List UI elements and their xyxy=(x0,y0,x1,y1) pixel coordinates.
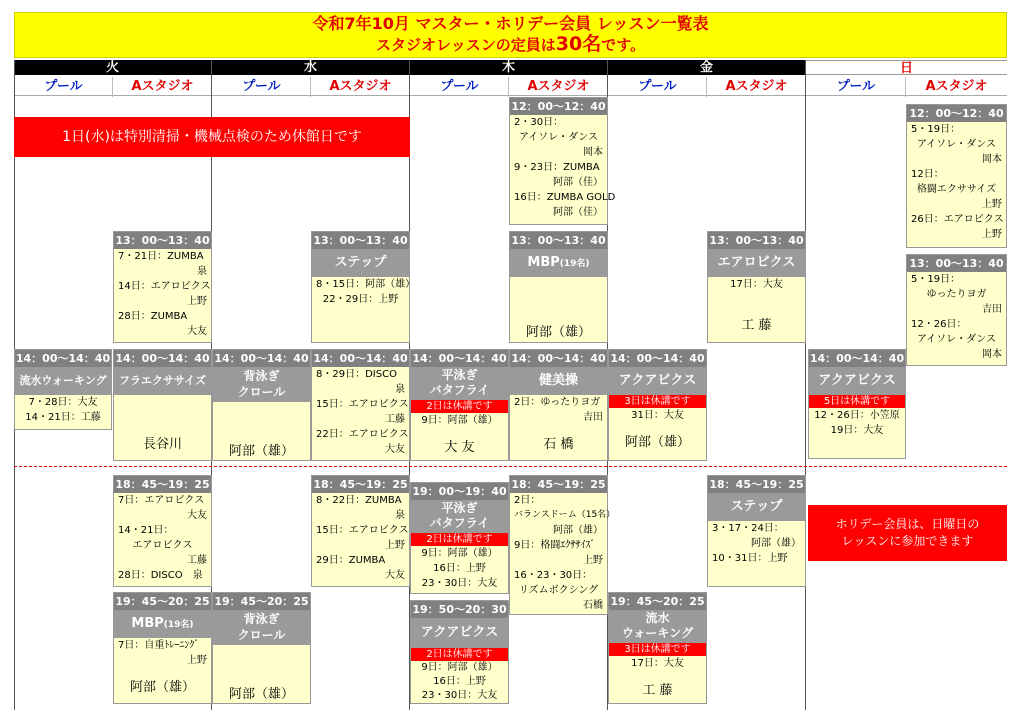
lesson-time: 14：00～14：40 xyxy=(412,352,507,365)
lesson-time: 18：45～19：25 xyxy=(511,478,606,491)
lesson-name-text: MBP xyxy=(527,255,560,270)
instructor: 工藤 xyxy=(385,414,405,425)
lesson-time: 18：45～19：25 xyxy=(709,478,804,491)
lesson-wed-studio-1300[interactable] xyxy=(311,231,416,343)
grid-line xyxy=(508,77,509,97)
lesson-line: 7・21日：ZUMBA xyxy=(118,251,204,262)
lesson-line: 14・21日：工藤 xyxy=(25,412,101,423)
lesson-name: 健美操 xyxy=(510,367,607,395)
instructor: 工 藤 xyxy=(741,318,772,333)
lesson-line: 14・21日： xyxy=(118,525,174,536)
lesson-tue-studio-1945[interactable] xyxy=(113,592,212,704)
lesson-line: 12日： xyxy=(911,169,944,180)
evening-separator xyxy=(14,466,1007,467)
lesson-line: 22日：エアロビクス xyxy=(316,429,409,440)
instructor: 岡本 xyxy=(982,154,1002,165)
lesson-line: 16日：上野 xyxy=(433,676,486,687)
instructor: 阿部（雄） xyxy=(624,435,690,450)
lesson-line: 8・29日：DISCO xyxy=(316,369,397,380)
lesson-time: 19：45～20：25 xyxy=(610,595,705,608)
lesson-fri-studio-1845[interactable] xyxy=(707,475,806,587)
lesson-line: 9日：阿部（雄） xyxy=(421,662,498,673)
schedule-title xyxy=(14,12,1007,58)
lesson-time: 18：45～19：25 xyxy=(313,478,408,491)
lesson-line: 17日：大友 xyxy=(631,658,684,669)
lesson-line: 16・23・30日： xyxy=(514,570,593,581)
day-header-fri: 金 xyxy=(608,60,805,75)
instructor: 吉田 xyxy=(583,412,603,423)
lesson-name: ステップ xyxy=(708,493,805,521)
lesson-fri-pool-1945[interactable] xyxy=(608,592,707,704)
lesson-tue-studio-1400[interactable] xyxy=(113,349,212,461)
lesson-name-text: MBP xyxy=(131,616,164,631)
instructor: 岡本 xyxy=(982,349,1002,360)
lesson-line: 10・31日：上野 xyxy=(712,553,788,564)
instructor: 石橋 xyxy=(583,600,603,611)
lesson-time: 13：00～13：40 xyxy=(907,255,1006,272)
lesson-line: アイソレ・ダンス xyxy=(917,334,996,345)
instructor: 大 友 xyxy=(444,440,475,455)
lesson-time: 14：00～14：40 xyxy=(115,352,210,365)
grid-line xyxy=(112,77,113,97)
lesson-wed-pool-1945[interactable] xyxy=(212,592,311,704)
instructor: 上野 xyxy=(385,540,405,551)
instructor: 阿部（雄） xyxy=(751,538,801,549)
lesson-name xyxy=(510,249,607,277)
title-line-2-pre: スタジオレッスンの定員は xyxy=(375,36,556,54)
cancel-notice: 5日は休講です xyxy=(809,395,905,408)
lesson-line: 9日：格闘ｴｸｻｻｲｽﾞ xyxy=(514,540,596,551)
lesson-line: 15日：エアロビクス xyxy=(316,399,409,410)
lesson-line: 5・19日： xyxy=(911,124,961,135)
lesson-line: 29日：ZUMBA xyxy=(316,555,386,566)
lesson-time: 13：00～13：40 xyxy=(709,234,804,247)
lesson-time: 14：00～14：40 xyxy=(214,352,309,365)
instructor: 岡本 xyxy=(583,147,603,158)
capacity-number: 30名 xyxy=(555,33,602,55)
lesson-time: 19：50～20：30 xyxy=(412,603,507,616)
lesson-time: 12：00～12：40 xyxy=(907,105,1006,122)
lesson-line: 26日：エアロビクス xyxy=(911,214,1004,225)
lesson-line: 8・15日：阿部（雄） xyxy=(316,279,416,290)
lesson-line: 23・30日：大友 xyxy=(421,690,498,701)
day-header-sun: 日 xyxy=(806,60,1007,75)
grid-line xyxy=(706,77,707,97)
lesson-time: 13：00～13：40 xyxy=(313,234,408,247)
lesson-wed-studio-1845[interactable] xyxy=(311,475,410,587)
lesson-name: アクアビクス xyxy=(809,367,905,395)
lesson-line: 2日： xyxy=(514,495,541,506)
lesson-line: 8・22日：ZUMBA xyxy=(316,495,402,506)
lesson-line: 19日：大友 xyxy=(830,425,884,436)
lesson-name: フラエクササイズ xyxy=(114,367,211,395)
lesson-thu-pool-1950[interactable] xyxy=(410,600,509,704)
lesson-sun-pool-1400[interactable] xyxy=(808,349,906,459)
lesson-line: 12・26日： xyxy=(911,319,967,330)
lesson-thu-pool-1900[interactable] xyxy=(410,482,509,594)
lesson-line: 9日：阿部（雄） xyxy=(421,415,498,426)
lesson-name: エアロビクス xyxy=(708,249,805,277)
instructor: 泉 xyxy=(395,384,405,395)
instructor: 阿部（雄） xyxy=(228,687,294,702)
lesson-line: 23・30日：大友 xyxy=(421,578,498,589)
title-line-1: 令和7年10月 マスター・ホリデー会員 レッスン一覧表 xyxy=(312,14,709,33)
instructor: 大友 xyxy=(385,444,405,455)
cancel-notice: 3日は休講です xyxy=(609,395,706,408)
instructor: 阿部（雄） xyxy=(525,325,591,340)
col-studio-fri: Aスタジオ xyxy=(707,77,806,96)
lesson-thu-studio-1845[interactable] xyxy=(509,475,616,615)
lesson-name xyxy=(114,610,211,638)
lesson-line: 2日：ゆったりヨガ xyxy=(514,397,601,408)
instructor: 阿部（雄） xyxy=(129,680,195,695)
grid-line xyxy=(905,77,906,97)
instructor: 石 橋 xyxy=(543,437,574,452)
col-pool-wed: プール xyxy=(212,77,311,96)
lesson-time: 19：45～20：25 xyxy=(214,595,309,608)
col-studio-sun: Aスタジオ xyxy=(906,77,1007,96)
col-pool-fri: プール xyxy=(608,77,707,96)
lesson-line: リズムボクシング xyxy=(518,585,599,596)
lesson-line: 16日：上野 xyxy=(433,563,486,574)
instructor: 泉 xyxy=(395,510,405,521)
col-pool-thu: プール xyxy=(410,77,509,96)
col-pool-sun: プール xyxy=(806,77,906,96)
cancel-notice: 2日は休講です xyxy=(411,533,508,546)
instructor: 泉 xyxy=(197,266,207,277)
lesson-name: ステップ xyxy=(312,249,409,277)
lesson-sun-studio-1300[interactable] xyxy=(906,254,1007,366)
lesson-line: 31日：大友 xyxy=(631,410,684,421)
instructor: 上野 xyxy=(583,555,603,566)
instructor: 工 藤 xyxy=(642,683,673,698)
lesson-line: 16日：ZUMBA GOLD xyxy=(514,192,616,203)
lesson-name: 背泳ぎ クロール xyxy=(213,610,310,645)
lesson-tue-pool-1400[interactable] xyxy=(14,349,112,430)
lesson-line: 17日：大友 xyxy=(730,279,783,290)
lesson-line: 5・19日： xyxy=(911,274,961,285)
instructor: 上野 xyxy=(187,296,207,307)
lesson-name: 流水 ウォーキング xyxy=(609,610,706,643)
lesson-time: 14：00～14：40 xyxy=(809,352,905,365)
lesson-line: 14日：エアロビクス xyxy=(118,281,211,292)
lesson-time: 18：45～19：25 xyxy=(115,478,210,491)
lesson-line: アイソレ・ダンス xyxy=(519,132,598,143)
closed-day-notice: 1日(水)は特別清掃・機械点検のため休館日です xyxy=(14,117,410,157)
lesson-line: エアロビクス xyxy=(132,540,193,551)
lesson-time: 12：00～12：40 xyxy=(511,100,606,113)
lesson-name: 平泳ぎ バタフライ xyxy=(411,367,508,400)
lesson-fri-pool-1400[interactable] xyxy=(608,349,707,461)
instructor: 阿部（佳） xyxy=(553,177,603,188)
lesson-time: 14：00～14：40 xyxy=(511,352,606,365)
lesson-fri-studio-1300[interactable] xyxy=(707,231,806,343)
lesson-name: アクアビクス xyxy=(609,367,706,395)
lesson-name: 平泳ぎ バタフライ xyxy=(411,500,508,533)
grid-line xyxy=(805,60,806,710)
lesson-line: 3・17・24日： xyxy=(712,523,784,534)
instructor: 吉田 xyxy=(982,304,1002,315)
cancel-notice: 3日は休講です xyxy=(609,643,706,656)
instructor: 工藤 xyxy=(187,555,207,566)
lesson-time: 14：00～14：40 xyxy=(313,352,408,365)
col-pool-tue: プール xyxy=(14,77,113,96)
lesson-line: 28日：DISCO 泉 xyxy=(118,570,203,581)
instructor: 上野 xyxy=(982,199,1002,210)
lesson-time: 19：00～19：40 xyxy=(412,485,507,498)
holiday-member-notice: ホリデー会員は、日曜日の レッスンに参加できます xyxy=(808,505,1007,561)
grid-line xyxy=(310,77,311,97)
instructor: 上野 xyxy=(982,229,1002,240)
lesson-line: 7日：自重ﾄﾚｰﾆﾝｸﾞ xyxy=(118,640,200,651)
title-line-2-post: です。 xyxy=(601,36,646,54)
lesson-time: 13：00～13：40 xyxy=(511,234,606,247)
lesson-time: 14：00～14：40 xyxy=(610,352,705,365)
lesson-line: 9日：阿部（雄） xyxy=(421,548,498,559)
day-header-tue: 火 xyxy=(14,60,211,75)
col-studio-thu: Aスタジオ xyxy=(509,77,608,96)
instructor: 大友 xyxy=(187,326,207,337)
lesson-time: 13：00～13：40 xyxy=(115,234,210,247)
lesson-name: 背泳ぎ クロール xyxy=(213,367,310,402)
instructor: 阿部（佳） xyxy=(553,207,603,218)
cancel-notice: 2日は休講です xyxy=(411,400,508,413)
capacity-note: (19名) xyxy=(163,620,194,630)
lesson-wed-pool-1400[interactable] xyxy=(212,349,311,461)
capacity-note: (19名) xyxy=(559,259,590,269)
lesson-name: アクアビクス xyxy=(411,618,508,648)
lesson-line: 9・23日：ZUMBA xyxy=(514,162,600,173)
day-header-thu: 木 xyxy=(410,60,607,75)
lesson-time: 14：00～14：40 xyxy=(15,352,111,365)
lesson-thu-studio-1400[interactable] xyxy=(509,349,608,461)
lesson-line: 格闘エクササイズ xyxy=(916,184,997,195)
lesson-wed-studio-1400[interactable] xyxy=(311,349,410,461)
lesson-tue-studio-1300[interactable] xyxy=(113,231,212,343)
lesson-sun-studio-1200[interactable] xyxy=(906,104,1007,248)
col-studio-tue: Aスタジオ xyxy=(113,77,212,96)
lesson-time: 19：45～20：25 xyxy=(115,595,210,608)
lesson-tue-studio-1845[interactable] xyxy=(113,475,212,587)
lesson-line: 22・29日：上野 xyxy=(322,294,399,305)
lesson-line: バランスドーム（15名） xyxy=(514,510,616,520)
cancel-notice: 2日は休講です xyxy=(411,648,508,661)
lesson-thu-studio-1300[interactable] xyxy=(509,231,608,343)
lesson-thu-studio-1200[interactable] xyxy=(509,97,616,225)
instructor: 長谷川 xyxy=(142,437,182,452)
col-studio-wed: Aスタジオ xyxy=(311,77,410,96)
instructor: 阿部（雄） xyxy=(553,525,603,536)
lesson-line: アイソレ・ダンス xyxy=(917,139,996,150)
lesson-line: 15日：エアロビクス xyxy=(316,525,409,536)
instructor: 上野 xyxy=(187,655,207,666)
lesson-line: 7日：エアロビクス xyxy=(118,495,205,506)
lesson-line: 2・30日： xyxy=(514,117,564,128)
lesson-line: 7・28日：大友 xyxy=(28,397,98,408)
lesson-name: 流水ウォーキング xyxy=(15,367,111,395)
lesson-line: ゆったりヨガ xyxy=(926,289,987,300)
instructor: 大友 xyxy=(187,510,207,521)
lesson-line: 12・26日：小笠原 xyxy=(814,410,900,421)
day-header-wed: 水 xyxy=(212,60,409,75)
lesson-thu-pool-1400[interactable] xyxy=(410,349,509,461)
instructor: 大友 xyxy=(385,570,405,581)
lesson-line: 28日：ZUMBA xyxy=(118,311,188,322)
title-line-2 xyxy=(15,35,1006,54)
instructor: 阿部（雄） xyxy=(228,444,294,459)
